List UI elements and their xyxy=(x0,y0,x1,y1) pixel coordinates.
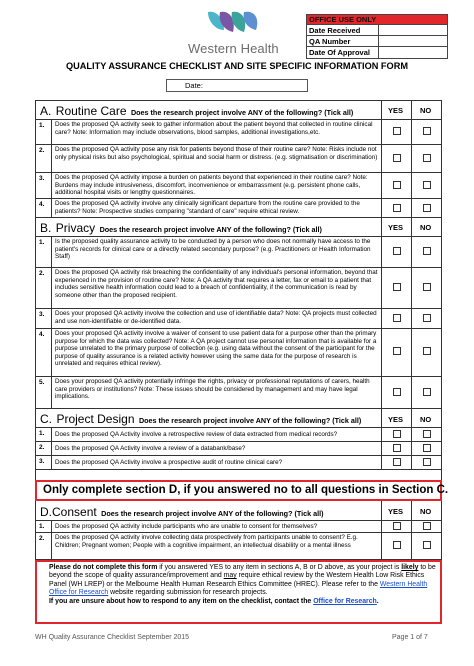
notice-box xyxy=(35,560,442,624)
question-number: 2. xyxy=(36,145,52,172)
no-checkbox[interactable] xyxy=(423,154,431,162)
office-row-date-received xyxy=(307,25,447,36)
section-question: Does the research project involve ANY of the following? (Tick all) xyxy=(138,416,362,425)
question-number: 1. xyxy=(36,237,52,267)
no-checkbox[interactable] xyxy=(423,541,431,549)
yes-header: YES xyxy=(388,507,404,516)
section-d-instruction-text: Only complete section D, if you answered no to all questions in Section C. xyxy=(43,484,449,496)
notice-emphasis: Please do not complete this form xyxy=(49,564,158,571)
question-number: 3. xyxy=(36,456,52,469)
no-checkbox[interactable] xyxy=(423,430,431,438)
office-for-research-contact-link[interactable]: Office for Research xyxy=(313,598,377,606)
notice-paragraph xyxy=(49,564,436,598)
question-number: 3. xyxy=(36,173,52,198)
no-checkbox[interactable] xyxy=(423,388,431,396)
no-header: NO xyxy=(420,106,432,115)
section-d-instruction xyxy=(35,480,449,501)
section-question: Does the research project involve ANY of the following? (Tick all) xyxy=(99,225,322,234)
yes-checkbox[interactable] xyxy=(393,154,401,162)
notice-text: . xyxy=(376,598,379,606)
question-row xyxy=(36,268,441,309)
section-question: Does the research project involve ANY of the following? (Tick all) xyxy=(130,108,354,117)
question-number: 1. xyxy=(36,120,52,144)
section-question: Does the research project involve ANY of the following? (Tick all) xyxy=(101,509,324,518)
yes-checkbox[interactable] xyxy=(393,347,401,355)
question-row xyxy=(36,199,441,218)
question-text: Does your proposed QA activity involve a waiver of consent to use patient data for a purpose other than the primary purpose for which the data was collected? Note: A QA project cannot use personal information that is available for a purpose unrelated to the primary purpose of collection (e.g. using data without the consent of the participant for the purpose of quality assurance is a related activity however using the same data for the purpose of research is unrelated and requires ethical review). xyxy=(55,330,377,368)
notice-likely: likely xyxy=(401,564,419,571)
question-row xyxy=(36,329,441,377)
notice-text: require ethical review by the Western Health Low Risk Ethics Panel (WH LREP) or the Melbourne Health Human Research Ethics Committee (HREC). Please refer to the xyxy=(49,572,425,588)
no-checkbox[interactable] xyxy=(423,247,431,255)
office-row-label: Date Of Approval xyxy=(307,47,379,58)
no-checkbox[interactable] xyxy=(423,204,431,212)
question-number: 4. xyxy=(36,199,52,217)
office-row-label: Date Received xyxy=(307,25,379,35)
office-row-date-approval xyxy=(307,47,447,58)
section-c-header xyxy=(36,409,441,428)
question-text: Does the proposed QA activity impose a burden on patients beyond that experienced in their routine care? Note: Burdens may include intrusiveness, discomfort, inconvenience or embarrassment (e.g. persistent phone calls, additional hospital visits or lengthy questionnaires. xyxy=(55,174,368,197)
office-use-box xyxy=(306,14,448,59)
no-checkbox[interactable] xyxy=(423,181,431,189)
section-letter: A. xyxy=(40,104,52,118)
yes-header: YES xyxy=(388,223,404,232)
question-row xyxy=(36,456,441,470)
yes-header: YES xyxy=(388,106,404,115)
section-name: Project Design xyxy=(56,412,135,426)
section-letter: B. xyxy=(40,221,52,235)
yes-checkbox[interactable] xyxy=(393,430,401,438)
question-row xyxy=(36,533,441,559)
page-number: Page 1 of 7 xyxy=(392,634,428,641)
yes-checkbox[interactable] xyxy=(393,247,401,255)
question-row xyxy=(36,145,441,173)
office-row-label: QA Number xyxy=(307,36,379,46)
no-checkbox[interactable] xyxy=(423,314,431,322)
no-checkbox[interactable] xyxy=(423,127,431,135)
question-number: 5. xyxy=(36,377,52,408)
no-checkbox[interactable] xyxy=(423,444,431,452)
section-b-header xyxy=(36,218,441,237)
question-row xyxy=(36,237,441,268)
question-text: Is the proposed quality assurance activity to be conducted by a person who does not normally have access to the patient's records for clinical care or a directly related secondary purpose? (e.g. Practitioners or Health Information Staff) xyxy=(55,238,371,261)
no-header: NO xyxy=(420,415,432,424)
no-header: NO xyxy=(420,507,432,516)
office-use-title: OFFICE USE ONLY xyxy=(307,15,447,25)
no-checkbox[interactable] xyxy=(423,347,431,355)
western-health-logo xyxy=(188,8,280,56)
office-row-qa-number xyxy=(307,36,447,47)
notice-may: may xyxy=(223,572,237,580)
question-number: 2. xyxy=(36,533,52,559)
yes-checkbox[interactable] xyxy=(393,388,401,396)
yes-checkbox[interactable] xyxy=(393,522,401,530)
question-row xyxy=(36,377,441,409)
office-for-research-link[interactable]: Western Health Office for Research xyxy=(49,580,428,597)
notice-text: If you are unsure about how to respond to any item on the checklist, contact the xyxy=(49,598,314,606)
section-letter: D. xyxy=(40,505,52,519)
question-text: Does the proposed QA activity pose any risk for patients beyond those of their routine care? Note: Risks include not only physical risks but also psychological, spiritual and social harm or distress. (e.g. stigmatisation or discrimination) xyxy=(55,146,378,161)
notice-text: to be beyond the scope of quality assurance/improvement and xyxy=(49,564,436,580)
yes-checkbox[interactable] xyxy=(393,283,401,291)
notice-text: if you answered YES to any item in sections A, B or D above, as your project is xyxy=(157,564,402,571)
question-number: 3. xyxy=(36,309,52,328)
question-row xyxy=(36,442,441,456)
question-number: 2. xyxy=(36,442,52,455)
date-field[interactable] xyxy=(166,79,308,92)
question-row xyxy=(36,521,441,533)
question-text: Does your proposed QA activity potentially infringe the rights, privacy or professional reputations of carers, health care providers or institutions? Note: These issues should be considered by management and may have legal implications. xyxy=(55,378,370,401)
question-number: 4. xyxy=(36,329,52,376)
no-checkbox[interactable] xyxy=(423,522,431,530)
yes-checkbox[interactable] xyxy=(393,458,401,466)
yes-checkbox[interactable] xyxy=(393,314,401,322)
question-text: Does the proposed QA activity involve any clinically significant departure from the routine care provided to the patients? Note: Prospective studies comparing "standard of care" require ethical review. xyxy=(55,200,360,215)
question-row xyxy=(36,173,441,199)
question-text: Does the proposed QA activity seek to gather information about the patient beyond that collected in routine clinical care? Note: Information may include observations, blood samples, additional investigations,etc. xyxy=(55,121,373,136)
date-label: Date: xyxy=(185,81,203,90)
logo-mark-icon xyxy=(202,8,264,40)
question-row xyxy=(36,428,441,442)
question-number: 1. xyxy=(36,521,52,532)
question-text: Does the proposed QA activity involve collecting data prospectively from participants unable to consent? E.g. Children; Pregnant women; People with a cognitive impairment, an intellectual disability or a mental illness xyxy=(55,534,358,549)
form-title: QUALITY ASSURANCE CHECKLIST AND SITE SPECIFIC INFORMATION FORM xyxy=(66,61,408,71)
question-number: 1. xyxy=(36,428,52,441)
notice-paragraph xyxy=(49,598,436,606)
yes-header: YES xyxy=(388,415,404,424)
brand-name: Western Health xyxy=(188,41,279,56)
question-row xyxy=(36,309,441,329)
notice-text: website regarding submission for research projects. xyxy=(108,589,268,597)
no-checkbox[interactable] xyxy=(423,458,431,466)
question-number: 2. xyxy=(36,268,52,308)
yes-checkbox[interactable] xyxy=(393,127,401,135)
section-letter: C. xyxy=(40,412,52,426)
question-text: Does the proposed QA activity include participants who are unable to consent for themselves? xyxy=(55,523,318,530)
footer-left: WH Quality Assurance Checklist September 2015 xyxy=(35,634,190,641)
question-text: Does the proposed QA Activity involve a prospective audit of routine clinical care? xyxy=(55,459,283,466)
no-checkbox[interactable] xyxy=(423,283,431,291)
question-text: Does the proposed QA Activity involve a retrospective review of data extracted from medical records? xyxy=(55,431,338,438)
no-header: NO xyxy=(420,223,432,232)
question-text: Does the proposed QA Activity involve a review of a databank/base? xyxy=(55,445,246,452)
yes-checkbox[interactable] xyxy=(393,444,401,452)
question-row xyxy=(36,120,441,145)
question-text: Does your proposed QA activity involve the collection and use of identifiable data? Note: QA projects must collected and use non-identifiable or de-identified data. xyxy=(55,310,377,325)
question-text: Does the proposed QA activity risk breaching the confidentiality of any individual's personal information, beyond that experienced in the provision of routine care? Note: A QA activity that requires a letter, fax or email to a patient that includes sensitive health information could lead to a breach of confidentiality, if the communication is read by someone other than the proposed recipient. xyxy=(55,269,378,299)
section-a-header xyxy=(36,101,441,120)
yes-checkbox[interactable] xyxy=(393,181,401,189)
section-name: Routine Care xyxy=(55,104,127,118)
section-d-header xyxy=(36,501,441,521)
yes-checkbox[interactable] xyxy=(393,541,401,549)
section-name: Privacy xyxy=(55,221,96,235)
section-name: Consent xyxy=(52,505,97,519)
yes-checkbox[interactable] xyxy=(393,204,401,212)
